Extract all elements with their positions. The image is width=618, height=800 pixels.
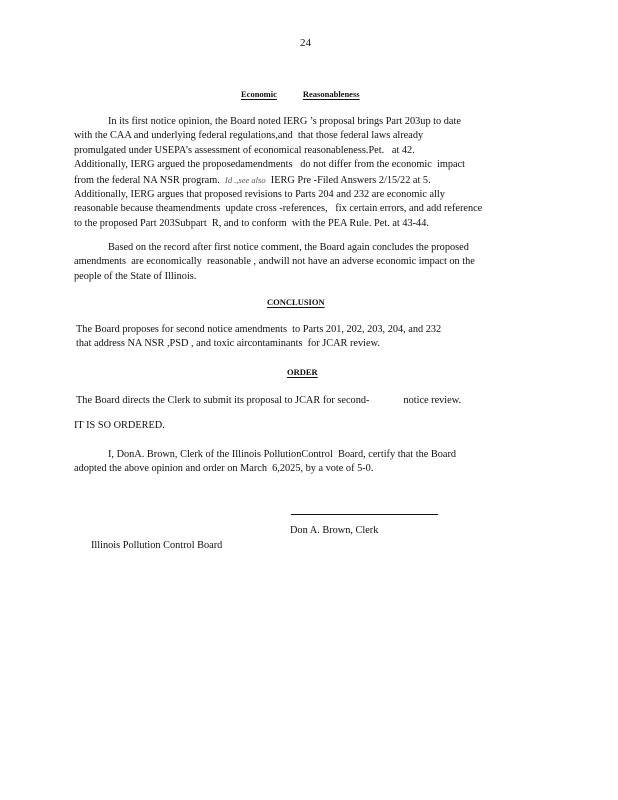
paragraph-line: amendments are economically reasonable , andwill not have an adverse economic impact on the [74, 256, 475, 268]
paragraph-line: promulgated under USEPA’s assessment of economical reasonableness.Pet. at 42. [74, 144, 415, 156]
page-number: 24 [300, 37, 311, 49]
so-ordered: IT IS SO ORDERED. [74, 420, 165, 431]
paragraph-line: Additionally, IERG argues that proposed revisions to Parts 204 and 232 are economic ally [74, 189, 445, 201]
record-paragraph [74, 241, 475, 284]
signatory-name: Don A. Brown, Clerk [290, 525, 379, 536]
paragraph-line: The Board directs the Clerk to submit its proposal to JCAR for second- notice review. [76, 395, 462, 406]
paragraph-line: from the federal NA NSR program. Id .,see also IERG Pre -Filed Answers 2/15/22 at 5. [74, 174, 431, 186]
paragraph-line: reasonable because theamendments update cross -references, fix certain errors, and add reference [74, 203, 483, 215]
order-directive [76, 394, 461, 408]
signature-line [291, 514, 438, 515]
paragraph-line: people of the State of Illinois. [74, 270, 197, 282]
paragraph-line: Based on the record after first notice comment, the Board again concludes the proposed [108, 242, 469, 253]
certification-paragraph [74, 448, 456, 477]
paragraph-line: I, DonA. Brown, Clerk of the Illinois PollutionControl Board, certify that the Board [108, 449, 457, 460]
paragraph-line: The Board proposes for second notice amendments to Parts 201, 202, 203, 204, and 232 [76, 324, 442, 335]
economic-paragraph [74, 115, 482, 231]
conclusion-heading: CONCLUSION [267, 297, 325, 307]
heading-economic: Economic [241, 89, 277, 99]
citation-italic: Id .,see also [225, 174, 266, 185]
paragraph-line: adopted the above opinion and order on March 6,2025, by a vote of 5-0. [74, 463, 374, 475]
signatory-organization: Illinois Pollution Control Board [91, 540, 223, 551]
heading-reasonableness: Reasonableness [302, 89, 360, 99]
paragraph-line: In its first notice opinion, the Board noted IERG ’s proposal brings Part 203up to date [108, 116, 461, 127]
section-heading-economic-reasonableness [241, 89, 382, 99]
paragraph-line: with the CAA and underlying federal regulations,and that those federal laws already [74, 130, 424, 142]
conclusion-paragraph [76, 323, 441, 352]
paragraph-line: Additionally, IERG argued the proposedamendments do not differ from the economic impact [74, 159, 465, 171]
order-heading: ORDER [287, 367, 318, 377]
paragraph-line: to the proposed Part 203Subpart R, and to conform with the PEA Rule. Pet. at 43-44. [74, 217, 429, 229]
paragraph-line: that address NA NSR ,PSD , and toxic aircontaminants for JCAR review. [76, 338, 380, 350]
